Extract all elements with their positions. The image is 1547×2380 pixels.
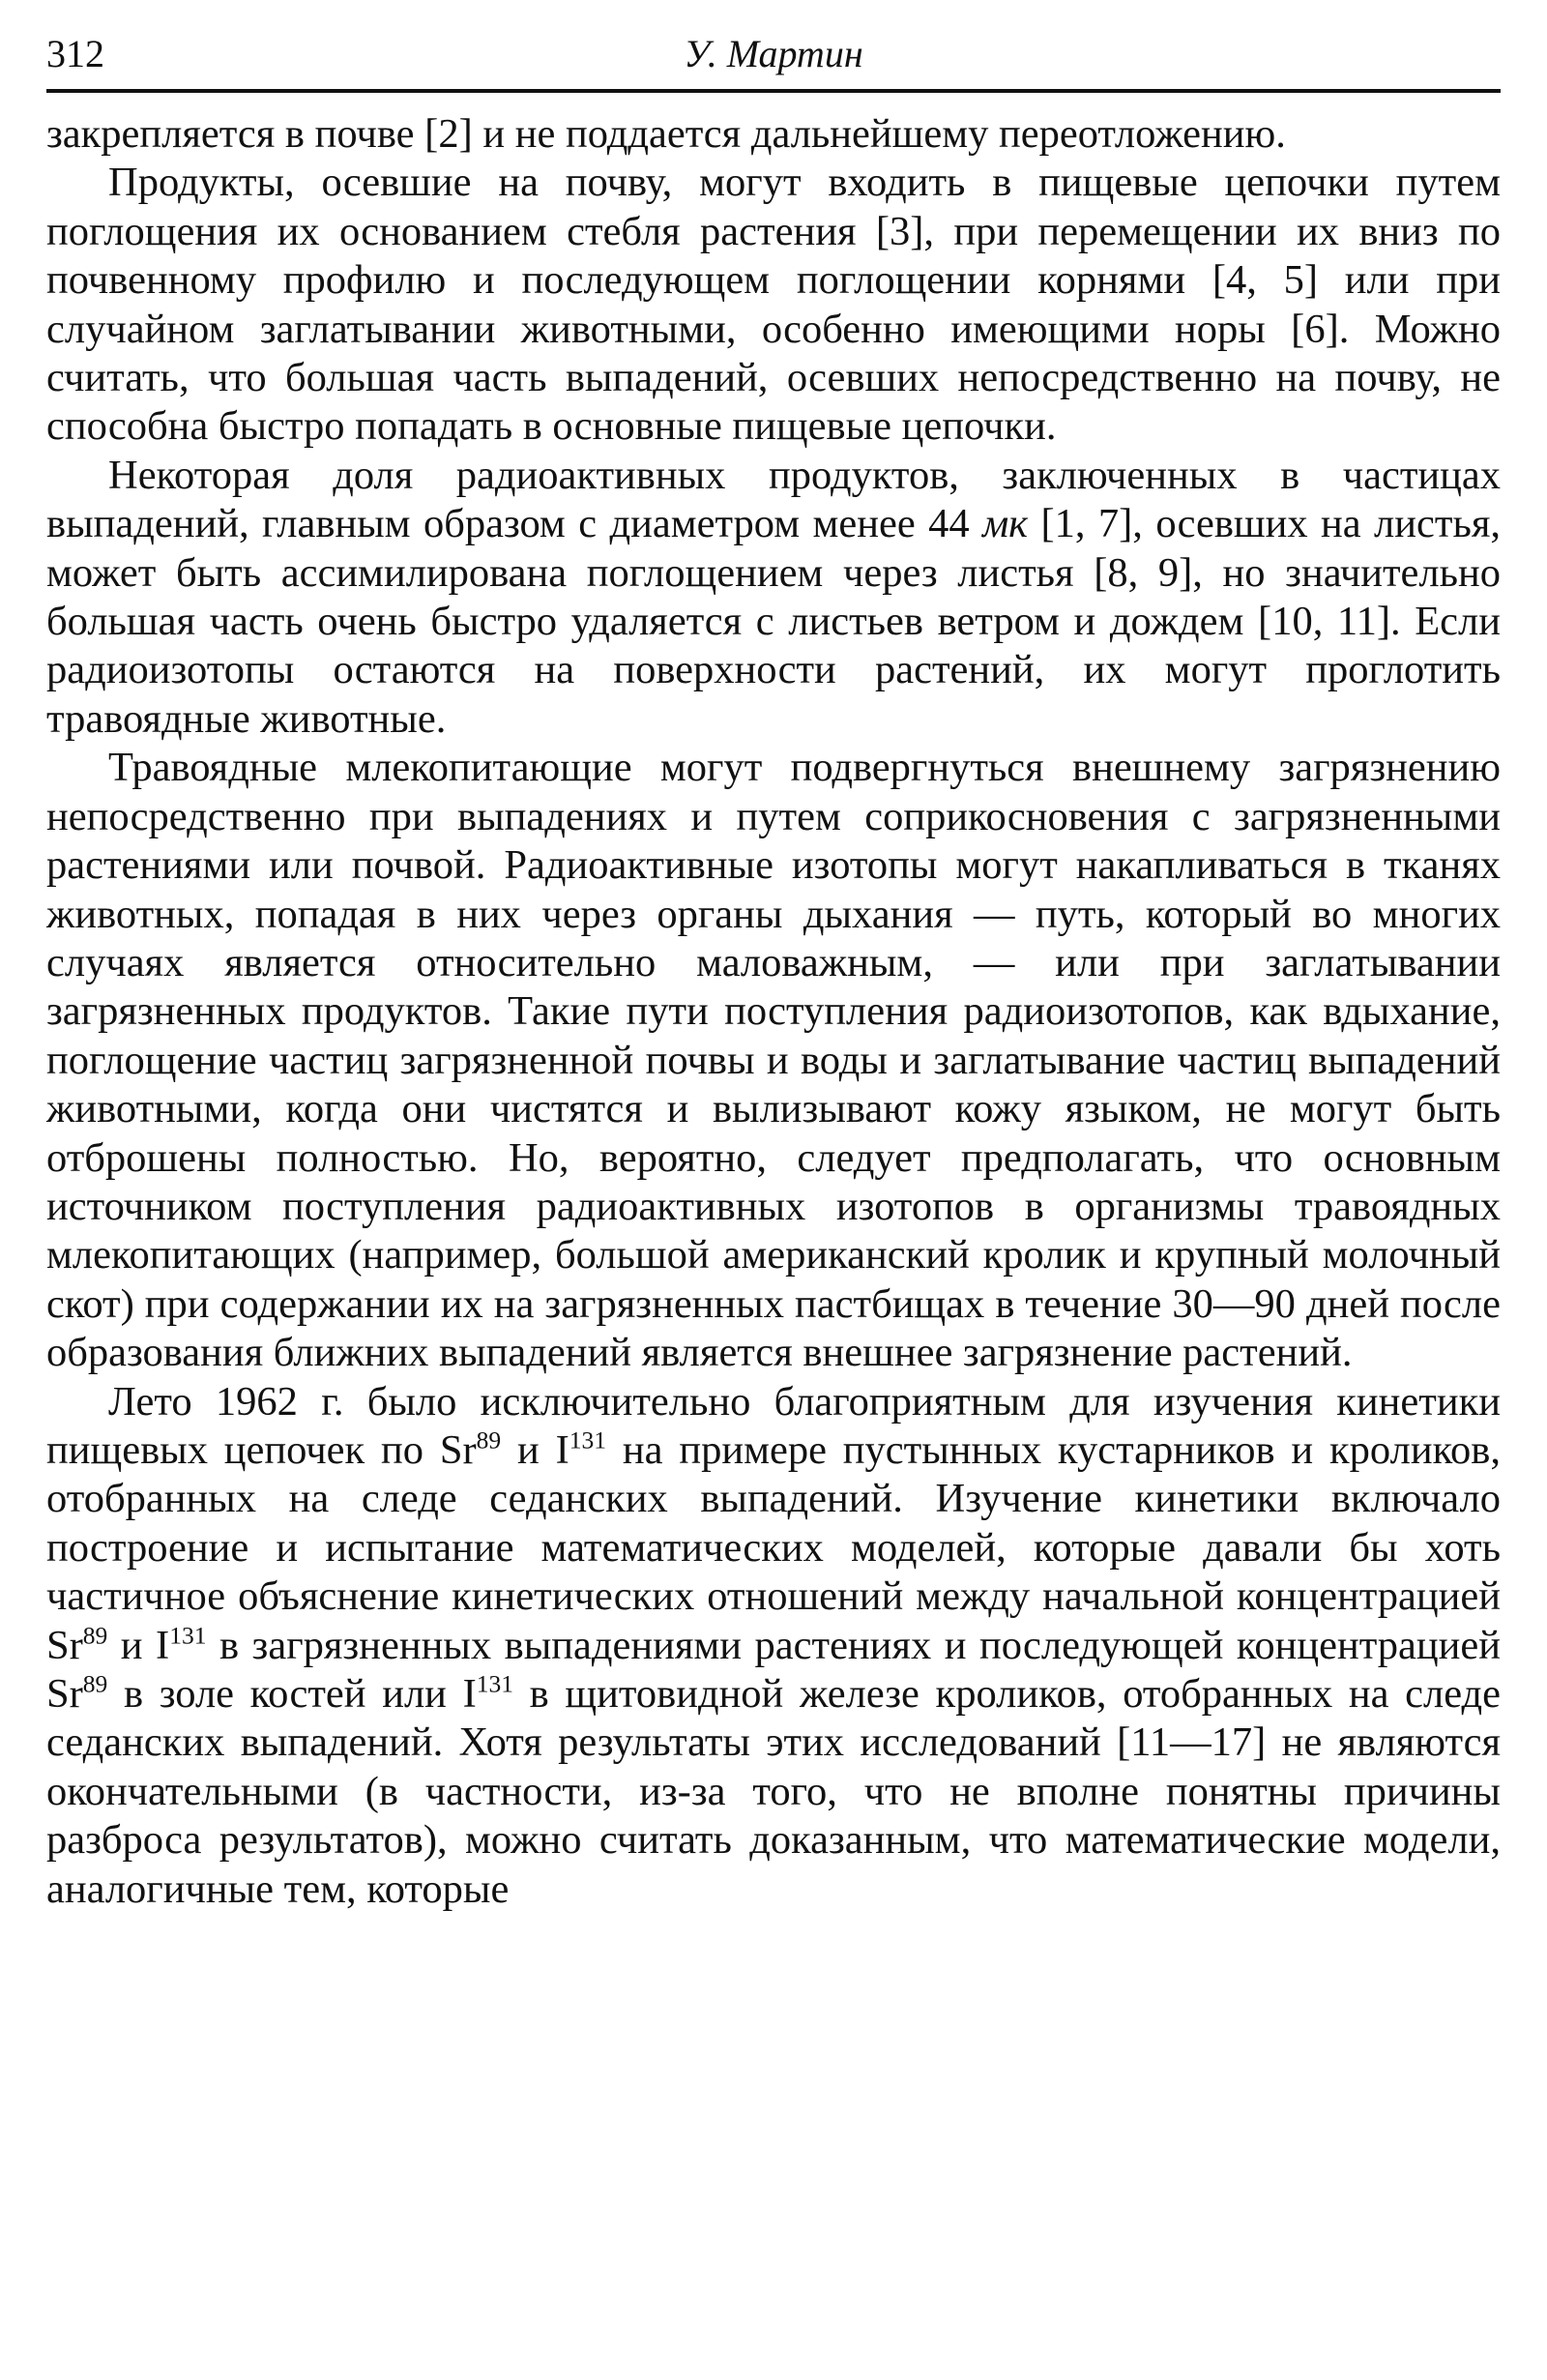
- paragraph-3: [46, 452, 1501, 744]
- paragraph-5: [46, 1378, 1501, 1914]
- isotope-mass-i: 131: [569, 1425, 607, 1454]
- paragraph-3-part-b: [1, 7], осевших на листья, может быть ассимилирована поглощением через листья [8, 9], но значительно большая часть очень быстро удаляется с листьев ветром и дождем [10, 11]. Если радиоизотопы остаются на поверхности растений, их могут проглотить травоядные животные.: [46, 501, 1501, 742]
- paragraph-4: Травоядные млекопитающие могут подвергнуться внешнему загрязнению непосредственно при выпадениях и путем соприкосновения с загрязненными растениями или почвой. Радиоактивные изотопы могут накапливаться в тканях животных, попадая в них через органы дыхания — путь, который во многих случаях является относительно маловажным, — или при заглатывании загрязненных продуктов. Такие пути поступления радиоизотопов, как вдыхание, поглощение частиц загрязненной почвы и воды и заглатывание частиц выпадений животными, когда они чистятся и вылизывают кожу языком, не могут быть отброшены полностью. Но, вероятно, следует предполагать, что основным источником поступления радиоактивных изотопов в организмы травоядных млекопитающих (например, большой американский кролик и крупный молочный скот) при содержании их на загрязненных пастбищах в течение 30—90 дней после образования ближних выпадений является внешнее загрязнение растений.: [46, 745, 1501, 1376]
- paragraph-2: Продукты, осевшие на почву, могут входить в пищевые цепочки путем поглощения их основанием стебля растения [3], при перемещении их вниз по почвенному профилю и последующем поглощении корнями [4, 5] или при случайном заглатывании животными, особенно имеющими норы [6]. Можно считать, что большая часть выпадений, осевших непосредственно на почву, не способна быстро попадать в основные пищевые цепочки.: [46, 160, 1501, 450]
- isotope-mass-i: 131: [476, 1669, 513, 1698]
- isotope-mass-sr: 89: [82, 1621, 108, 1650]
- running-head: [46, 29, 1501, 87]
- paragraph-5-part-2: и I: [501, 1426, 569, 1473]
- isotope-mass-sr: 89: [82, 1669, 108, 1698]
- paragraph-5-part-1: Лето 1962 г. было исключительно благоприятным для изучения кинетики пищевых цепочек по Sr: [46, 1378, 1501, 1473]
- page-number: 312: [46, 32, 104, 75]
- paragraph-3-part-a: Некоторая доля радиоактивных продуктов, заключенных в частицах выпадений, главным образом с диаметром менее 44: [46, 452, 1501, 547]
- book-page: [46, 29, 1501, 1914]
- isotope-mass-sr: 89: [476, 1425, 502, 1454]
- paragraph-5-part-4: и I: [107, 1622, 170, 1668]
- header-rule: [46, 89, 1501, 93]
- isotope-mass-i: 131: [169, 1621, 207, 1650]
- paragraph-1: закрепляется в почве [2] и не поддается дальнейшему переотложению.: [46, 111, 1286, 157]
- paragraph-5-part-7: в щитовидной железе кроликов, отобранных на следе седанских выпадений. Хотя результаты этих исследований [11—17] не являются окончательными (в частности, из-за того, что не вполне понятны причины разброса результатов), можно считать доказанным, что математические модели, аналогичные тем, которые: [46, 1671, 1502, 1912]
- paragraph-5-part-6: в золе костей или I: [107, 1671, 477, 1717]
- paragraph-5-part-5: в загрязненных выпадениями растениях и последующей концентрацией Sr: [46, 1622, 1502, 1717]
- micron-unit: мк: [982, 501, 1029, 547]
- paragraph-5-part-3: на примере пустынных кустарников и кроликов, отобранных на следе седанских выпадений. Изучение кинетики включало построение и испытание математических моделей, которые давали бы хоть частичное объяснение кинетических отношений между начальной концентрацией Sr: [46, 1426, 1502, 1668]
- running-title: У. Мартин: [684, 32, 863, 75]
- body-text: [46, 110, 1501, 1914]
